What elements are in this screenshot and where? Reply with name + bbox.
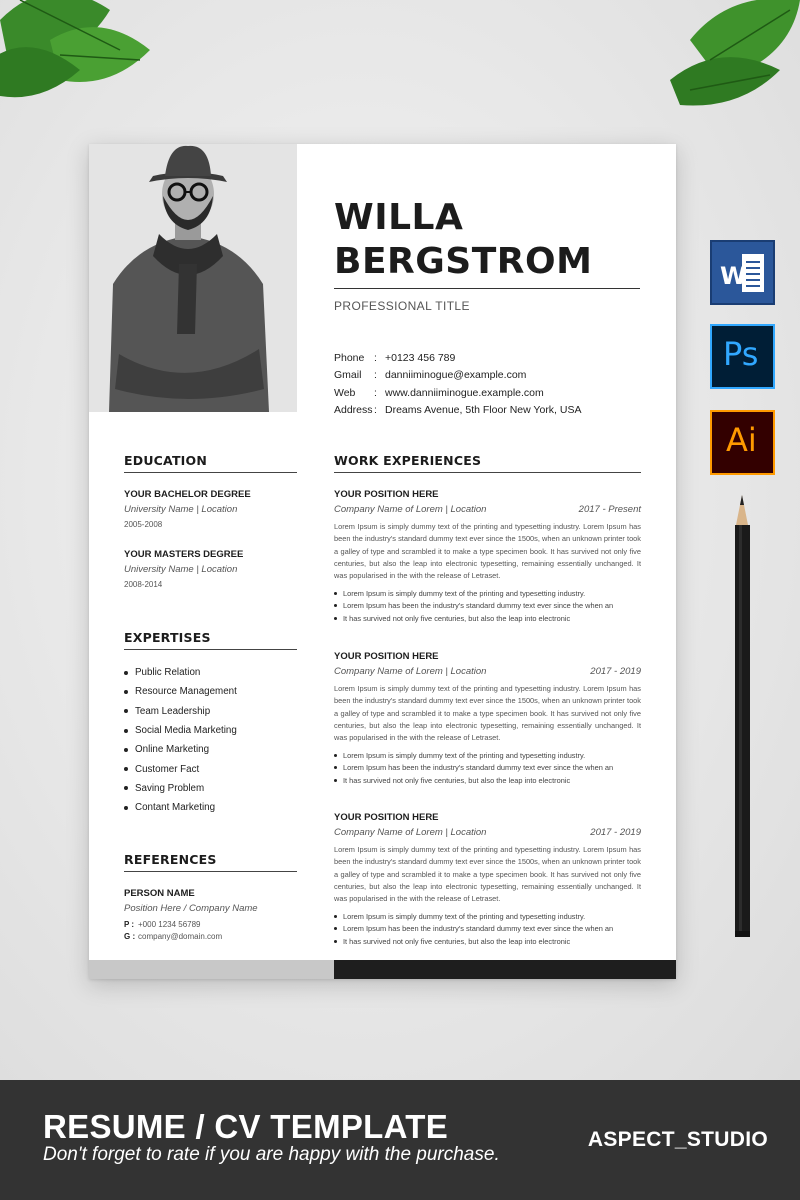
job-bullets (334, 910, 641, 947)
expertise-label: Resource Management (135, 686, 237, 698)
list-item (334, 587, 641, 599)
list-item (124, 663, 296, 682)
contact-value: Dreams Avenue, 5th Floor New York, USA (385, 404, 582, 417)
education-item (124, 549, 296, 589)
contact-label: Web (334, 386, 356, 399)
bullet-icon (334, 617, 337, 620)
reference-name: PERSON NAME (124, 888, 195, 899)
degree-title: YOUR MASTERS DEGREE (124, 549, 244, 560)
illustrator-icon (710, 410, 775, 475)
name-divider (334, 288, 640, 289)
list-item (334, 923, 641, 935)
job-description: Lorem Ipsum is simply dummy text of the printing and typesetting industry. Lorem Ipsum has been the industry's standard dummy text ever since the 1500s, when an unknown printer took a galley of type and scrambled it to make a type specimen book. It has survived not only five centuries, but also the leap into electronic typesetting, remaining essentially unchanged. It was popularised in the with the release of Letraset. (334, 684, 641, 743)
banner-subtitle: Don't forget to rate if you are happy with the purchase. (43, 1144, 500, 1165)
plant-leaves-left-image (0, 0, 160, 110)
bullet-icon (124, 767, 128, 771)
word-logo-graphic (712, 242, 773, 303)
bullet-icon (334, 927, 337, 930)
contact-value: +0123 456 789 (385, 351, 456, 364)
bullet-text: It has survived not only five centuries, but also the leap into electronic (343, 775, 571, 785)
list-item (334, 749, 641, 761)
bullet-icon (124, 748, 128, 752)
bullet-text: Lorem Ipsum is simply dummy text of the printing and typesetting industry. (343, 589, 586, 599)
job-title: YOUR POSITION HERE (334, 489, 439, 500)
contact-info (334, 349, 582, 419)
list-item (124, 682, 296, 701)
footer-bar-gray (89, 960, 334, 979)
bullet-icon (334, 754, 337, 757)
expertise-label: Online Marketing (135, 744, 210, 756)
bullet-icon (124, 729, 128, 733)
first-name: WILLA (334, 197, 464, 238)
references-divider (124, 871, 297, 872)
job-dates: 2017 - 2019 (590, 666, 641, 677)
reference-item (124, 888, 296, 941)
list-item (124, 702, 296, 721)
work-heading: WORK EXPERIENCES (334, 453, 482, 468)
job-dates: 2017 - 2019 (590, 827, 641, 838)
education-item (124, 489, 296, 529)
education-heading: EDUCATION (124, 453, 208, 468)
contact-value: danniiminogue@example.com (385, 369, 527, 382)
bullet-icon (124, 709, 128, 713)
word-letter: W (720, 262, 747, 290)
list-item (334, 612, 641, 624)
reference-phone (124, 920, 296, 929)
list-item (124, 721, 296, 740)
contact-separator: : (374, 404, 377, 417)
education-divider (124, 472, 297, 473)
work-divider (334, 472, 641, 473)
expertise-label: Public Relation (135, 667, 201, 679)
job-title: YOUR POSITION HERE (334, 651, 439, 662)
job-entry (334, 812, 641, 947)
job-dates: 2017 - Present (578, 504, 641, 515)
bullet-icon (334, 915, 337, 918)
job-entry (334, 651, 641, 786)
contact-value: www.danniiminogue.example.com (385, 386, 544, 399)
list-item (124, 740, 296, 759)
bullet-text: It has survived not only five centuries, but also the leap into electronic (343, 613, 571, 623)
contact-label: Gmail (334, 369, 362, 382)
photoshop-letters: Ps (723, 335, 759, 373)
contact-separator: : (374, 351, 377, 364)
last-name: BERGSTROM (334, 241, 593, 282)
name-block (334, 196, 640, 313)
list-item (124, 759, 296, 778)
list-item (334, 600, 641, 612)
list-item (334, 762, 641, 774)
bullet-icon (124, 786, 128, 790)
email-value: company@domain.com (138, 932, 223, 941)
expertises-list (124, 663, 296, 817)
degree-years: 2005-2008 (124, 520, 163, 529)
pencil-image (730, 495, 755, 940)
job-meta (334, 504, 641, 515)
job-meta (334, 827, 641, 838)
list-item (334, 910, 641, 922)
job-description: Lorem Ipsum is simply dummy text of the printing and typesetting industry. Lorem Ipsum has been the industry's standard dummy text ever since the 1500s, when an unknown printer took a galley of type and scrambled it to make a type specimen book. It has survived not only five centuries, but also the leap into electronic typesetting, remaining essentially unchanged. It was popularised in the with the release of Letraset. (334, 522, 641, 581)
bullet-icon (334, 604, 337, 607)
expertise-label: Contant Marketing (135, 802, 216, 814)
reference-position: Position Here / Company Name (124, 903, 258, 914)
bullet-icon (334, 940, 337, 943)
job-description: Lorem Ipsum is simply dummy text of the printing and typesetting industry. Lorem Ipsum has been the industry's standard dummy text ever since the 1500s, when an unknown printer took a galley of type and scrambled it to make a type specimen book. It has survived not only five centuries, but also the leap into electronic typesetting, remaining essentially unchanged. It was popularised in the with the release of Letraset. (334, 845, 641, 904)
bullet-text: Lorem Ipsum has been the industry's standard dummy text ever since the when an (343, 601, 614, 611)
illustrator-letters: Ai (726, 421, 757, 459)
job-bullets (334, 587, 641, 624)
expertises-heading: EXPERTISES (124, 630, 211, 645)
contact-separator: : (374, 386, 377, 399)
job-company: Company Name of Lorem | Location (334, 504, 487, 515)
degree-school: University Name | Location (124, 564, 238, 575)
bullet-text: Lorem Ipsum has been the industry's standard dummy text ever since the when an (343, 924, 614, 934)
banner-title: RESUME / CV TEMPLATE (43, 1108, 449, 1145)
list-item (124, 779, 296, 798)
contact-row (334, 349, 582, 367)
expertises-divider (124, 649, 297, 650)
word-icon (710, 240, 775, 305)
list-item (334, 774, 641, 786)
profile-photo (99, 144, 277, 412)
bottom-banner (0, 1080, 800, 1200)
contact-row (334, 367, 582, 385)
resume-sheet (89, 144, 676, 979)
expertise-label: Social Media Marketing (135, 725, 237, 737)
list-item (124, 798, 296, 817)
expertise-label: Customer Fact (135, 763, 200, 775)
professional-title: PROFESSIONAL TITLE (334, 299, 470, 313)
degree-title: YOUR BACHELOR DEGREE (124, 489, 251, 500)
list-item (334, 935, 641, 947)
expertise-label: Saving Problem (135, 782, 205, 794)
contact-label: Phone (334, 351, 365, 364)
contact-row (334, 402, 582, 420)
bullet-icon (124, 690, 128, 694)
bullet-text: Lorem Ipsum is simply dummy text of the printing and typesetting industry. (343, 912, 586, 922)
degree-school: University Name | Location (124, 504, 238, 515)
phone-value: +000 1234 56789 (138, 920, 201, 929)
degree-years: 2008-2014 (124, 580, 163, 589)
contact-label: Address (334, 404, 373, 417)
bullet-icon (334, 766, 337, 769)
job-company: Company Name of Lorem | Location (334, 827, 487, 838)
job-entry (334, 489, 641, 624)
email-label: G : (124, 932, 136, 941)
contact-row (334, 384, 582, 402)
job-company: Company Name of Lorem | Location (334, 666, 487, 677)
expertise-label: Team Leadership (135, 705, 211, 717)
bullet-icon (124, 806, 128, 810)
bullet-icon (334, 592, 337, 595)
reference-email (124, 932, 296, 941)
bullet-icon (124, 671, 128, 675)
references-heading: REFERENCES (124, 852, 217, 867)
job-bullets (334, 749, 641, 786)
job-meta (334, 666, 641, 677)
brand-name: ASPECT_STUDIO (587, 1128, 768, 1151)
bullet-text: It has survived not only five centuries, but also the leap into electronic (343, 936, 571, 946)
bullet-icon (334, 779, 337, 782)
contact-separator: : (374, 369, 377, 382)
plant-leaves-right-image (670, 0, 800, 110)
bullet-text: Lorem Ipsum is simply dummy text of the printing and typesetting industry. (343, 751, 586, 761)
phone-label: P : (124, 920, 135, 929)
job-title: YOUR POSITION HERE (334, 812, 439, 823)
footer-bar-dark (334, 960, 676, 979)
bullet-text: Lorem Ipsum has been the industry's standard dummy text ever since the when an (343, 763, 614, 773)
photoshop-icon (710, 324, 775, 389)
